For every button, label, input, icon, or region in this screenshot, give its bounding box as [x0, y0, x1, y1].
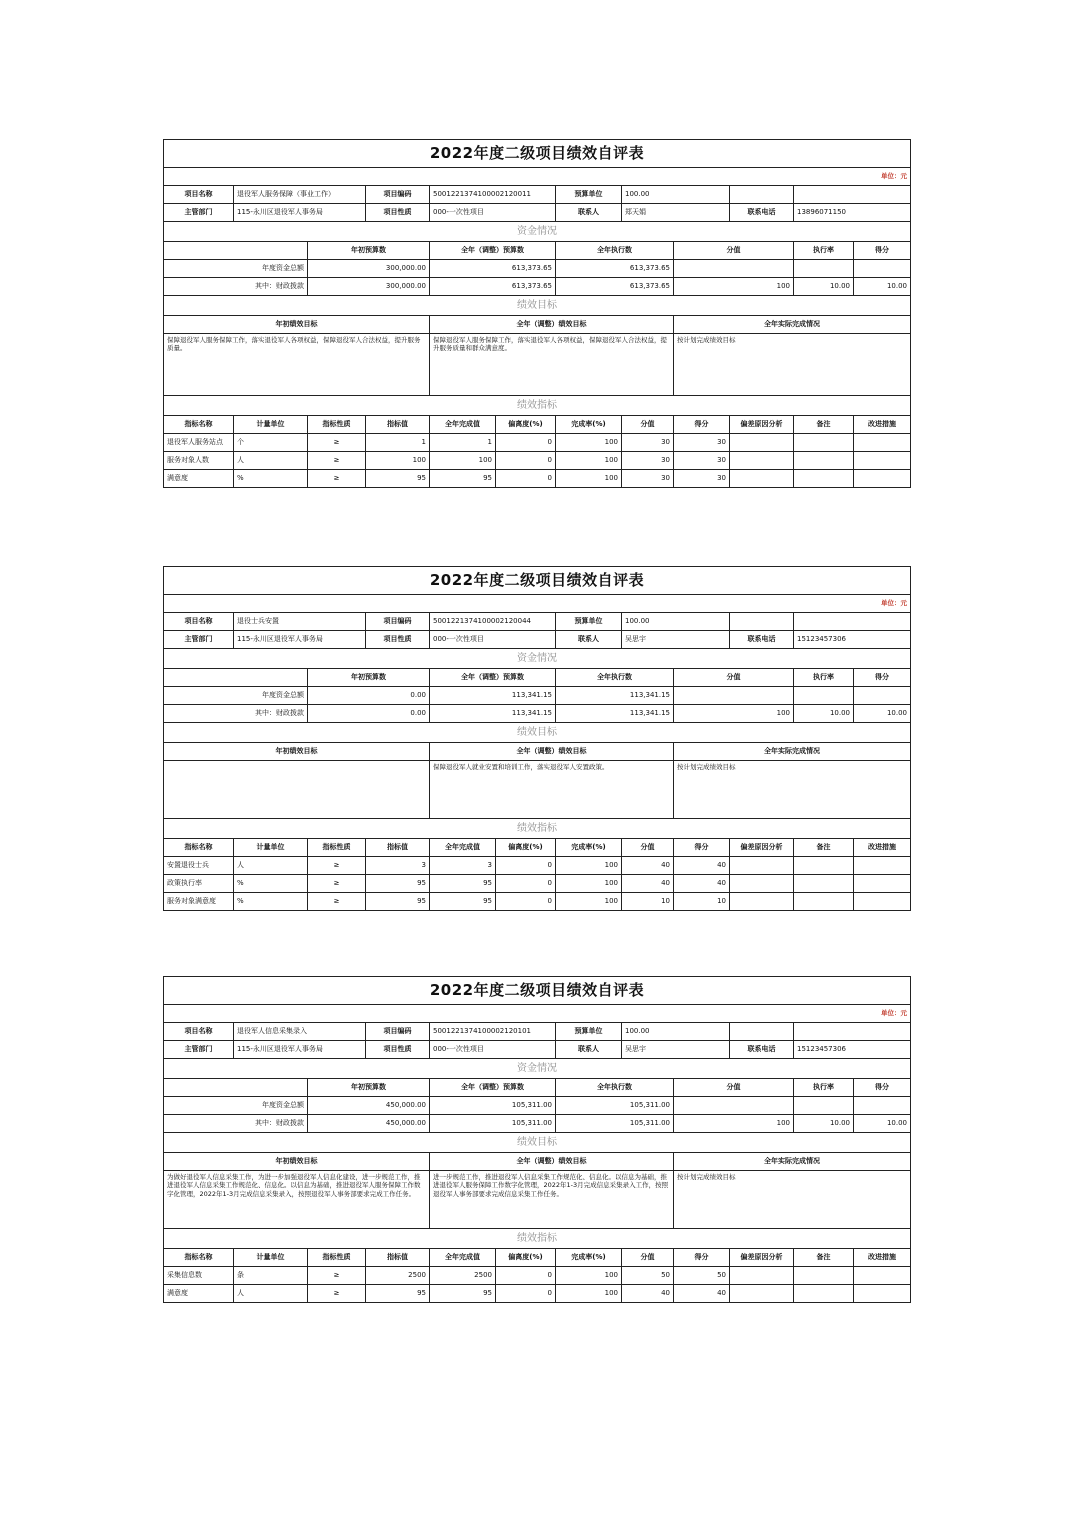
empty-cell — [794, 1023, 911, 1041]
funds-value-cell: 10.00 — [794, 278, 854, 296]
indicator-cell: ≥ — [308, 452, 366, 470]
funds-row-label: 年度资金总额 — [164, 687, 308, 705]
funds-row-label: 其中：财政拨款 — [164, 1115, 308, 1133]
indicator-cell: 10 — [674, 893, 730, 911]
funds-header-cell: 分值 — [674, 1079, 794, 1097]
project-code-label: 项目编码 — [366, 1023, 430, 1041]
indicator-cell: % — [234, 893, 308, 911]
indicator-cell: 100 — [556, 875, 622, 893]
indicator-cell — [794, 1267, 854, 1285]
goals-header-cell: 年初绩效目标 — [164, 743, 430, 761]
nature-label: 项目性质 — [366, 631, 430, 649]
project-code-value: 5001221374100002120011 — [430, 186, 556, 204]
indicator-cell: 人 — [234, 452, 308, 470]
indicator-cell: ≥ — [308, 434, 366, 452]
indicator-cell — [730, 875, 794, 893]
phone-value: 13896071150 — [794, 204, 911, 222]
goals-header-cell: 全年（调整）绩效目标 — [430, 316, 674, 334]
indicator-cell: 0 — [496, 470, 556, 488]
indicator-cell: 100 — [556, 452, 622, 470]
funds-header-cell: 执行率 — [794, 1079, 854, 1097]
funds-header-cell: 全年执行数 — [556, 242, 674, 260]
project-name-label: 项目名称 — [164, 613, 234, 631]
indicator-cell: 40 — [622, 1285, 674, 1303]
indicator-cell: 政策执行率 — [164, 875, 234, 893]
indicator-cell: 条 — [234, 1267, 308, 1285]
indicator-cell — [854, 1267, 911, 1285]
funds-value-cell: 613,373.65 — [556, 260, 674, 278]
indicator-header-cell: 得分 — [674, 1249, 730, 1267]
goals-header-cell: 年初绩效目标 — [164, 316, 430, 334]
table-row — [164, 893, 911, 911]
indicator-cell: 95 — [366, 470, 430, 488]
dept-value: 115-永川区退役军人事务局 — [234, 204, 366, 222]
actual-completion-text: 按计划完成绩效目标 — [674, 1171, 911, 1229]
unit-label: 单位：元 — [164, 168, 911, 186]
funds-value-cell: 300,000.00 — [308, 260, 430, 278]
indicator-cell: 50 — [674, 1267, 730, 1285]
indicator-cell: 3 — [366, 857, 430, 875]
person-label: 联系人 — [556, 204, 622, 222]
indicator-cell: ≥ — [308, 875, 366, 893]
funds-value-cell: 613,373.65 — [556, 278, 674, 296]
funds-value-cell: 105,311.00 — [430, 1097, 556, 1115]
indicator-cell: 服务对象人数 — [164, 452, 234, 470]
funds-header-cell: 年初预算数 — [308, 242, 430, 260]
funds-header-cell: 年初预算数 — [308, 1079, 430, 1097]
indicator-cell: 0 — [496, 452, 556, 470]
actual-completion-text: 按计划完成绩效目标 — [674, 334, 911, 396]
person-value: 吴思宇 — [622, 1041, 730, 1059]
indicator-cell: 0 — [496, 434, 556, 452]
adjusted-goal-text: 保障退役军人服务保障工作，落实退役军人各项权益，保障退役军人合法权益，提升服务质量和群众满意度。 — [430, 334, 674, 396]
table-row — [164, 452, 911, 470]
funds-value-cell: 450,000.00 — [308, 1115, 430, 1133]
indicator-header-cell: 偏差原因分析 — [730, 1249, 794, 1267]
unit-label: 单位：元 — [164, 595, 911, 613]
funds-value-cell: 105,311.00 — [556, 1097, 674, 1115]
indicator-cell: 满意度 — [164, 470, 234, 488]
funds-value-cell: 105,311.00 — [430, 1115, 556, 1133]
table-row — [164, 857, 911, 875]
indicator-cell: 采集信息数 — [164, 1267, 234, 1285]
phone-label: 联系电话 — [730, 204, 794, 222]
indicator-header-cell: 指标性质 — [308, 416, 366, 434]
indicator-cell: 30 — [674, 470, 730, 488]
funds-row-label: 其中：财政拨款 — [164, 705, 308, 723]
project-code-label: 项目编码 — [366, 186, 430, 204]
table-row — [164, 470, 911, 488]
funds-header-cell: 分值 — [674, 242, 794, 260]
initial-goal-text — [164, 761, 430, 819]
funds-value-cell: 613,373.65 — [430, 260, 556, 278]
indicator-cell — [730, 1267, 794, 1285]
funds-value-cell: 10.00 — [854, 278, 911, 296]
table-row — [164, 875, 911, 893]
person-label: 联系人 — [556, 1041, 622, 1059]
project-code-value: 5001221374100002120101 — [430, 1023, 556, 1041]
goals-section-title: 绩效目标 — [164, 296, 911, 316]
actual-completion-text: 按计划完成绩效目标 — [674, 761, 911, 819]
indicator-cell — [794, 893, 854, 911]
unit-label: 单位：元 — [164, 1005, 911, 1023]
indicator-cell — [794, 470, 854, 488]
goals-section-title: 绩效目标 — [164, 1133, 911, 1153]
indicator-cell: 100 — [366, 452, 430, 470]
phone-value: 15123457306 — [794, 631, 911, 649]
indicator-cell: 30 — [622, 470, 674, 488]
indicator-cell: 40 — [674, 857, 730, 875]
indicator-cell: 100 — [556, 1285, 622, 1303]
indicator-header-cell: 备注 — [794, 416, 854, 434]
goals-header-cell: 全年实际完成情况 — [674, 743, 911, 761]
indicator-header-cell: 分值 — [622, 416, 674, 434]
indicator-cell: ≥ — [308, 857, 366, 875]
empty-cell — [164, 669, 308, 687]
indicator-cell: 95 — [366, 1285, 430, 1303]
budget-unit-value: 100.00 — [622, 613, 730, 631]
empty-cell — [794, 186, 911, 204]
dept-label: 主管部门 — [164, 1041, 234, 1059]
indicator-header-cell: 改进措施 — [854, 1249, 911, 1267]
funds-header-cell: 执行率 — [794, 242, 854, 260]
nature-value: 000-一次性项目 — [430, 1041, 556, 1059]
indicator-header-cell: 分值 — [622, 839, 674, 857]
funds-value-cell — [854, 1097, 911, 1115]
project-name-label: 项目名称 — [164, 1023, 234, 1041]
indicator-header-cell: 改进措施 — [854, 839, 911, 857]
indicator-header-cell: 指标名称 — [164, 839, 234, 857]
person-value: 郑天娟 — [622, 204, 730, 222]
funds-value-cell: 113,341.15 — [556, 687, 674, 705]
indicator-header-cell: 备注 — [794, 1249, 854, 1267]
funds-value-cell: 613,373.65 — [430, 278, 556, 296]
indicator-header-cell: 得分 — [674, 416, 730, 434]
funds-header-cell: 执行率 — [794, 669, 854, 687]
indicator-cell: 0 — [496, 893, 556, 911]
indicator-cell: 95 — [430, 875, 496, 893]
nature-label: 项目性质 — [366, 204, 430, 222]
indicator-cell: 人 — [234, 857, 308, 875]
form-table — [163, 139, 911, 488]
indicator-cell — [794, 452, 854, 470]
budget-unit-label: 预算单位 — [556, 613, 622, 631]
person-value: 吴思宇 — [622, 631, 730, 649]
goals-header-cell: 全年（调整）绩效目标 — [430, 743, 674, 761]
indicator-cell: 0 — [496, 1267, 556, 1285]
evaluation-form — [163, 976, 910, 1303]
indicators-section-title: 绩效指标 — [164, 396, 911, 416]
funds-value-cell — [794, 260, 854, 278]
funds-header-cell: 全年（调整）预算数 — [430, 242, 556, 260]
empty-cell — [730, 186, 794, 204]
adjusted-goal-text: 保障退役军人就业安置和培训工作，落实退役军人安置政策。 — [430, 761, 674, 819]
indicator-cell — [854, 893, 911, 911]
indicators-section-title: 绩效指标 — [164, 1229, 911, 1249]
indicator-cell: 30 — [622, 434, 674, 452]
indicator-cell: 2500 — [366, 1267, 430, 1285]
funds-value-cell: 10.00 — [854, 705, 911, 723]
indicator-header-cell: 指标性质 — [308, 839, 366, 857]
indicator-header-cell: 全年完成值 — [430, 839, 496, 857]
indicator-header-cell: 指标性质 — [308, 1249, 366, 1267]
funds-row-label: 年度资金总额 — [164, 1097, 308, 1115]
dept-value: 115-永川区退役军人事务局 — [234, 631, 366, 649]
goals-header-cell: 全年实际完成情况 — [674, 316, 911, 334]
funds-header-cell: 全年（调整）预算数 — [430, 1079, 556, 1097]
indicator-header-cell: 指标值 — [366, 1249, 430, 1267]
funds-value-cell — [674, 1097, 794, 1115]
funds-value-cell: 300,000.00 — [308, 278, 430, 296]
indicator-cell: 1 — [430, 434, 496, 452]
indicator-header-cell: 计量单位 — [234, 839, 308, 857]
indicator-cell: 100 — [556, 893, 622, 911]
indicator-cell: 100 — [430, 452, 496, 470]
indicator-cell: 95 — [430, 1285, 496, 1303]
evaluation-form — [163, 139, 910, 488]
indicator-cell — [730, 452, 794, 470]
nature-value: 000-一次性项目 — [430, 631, 556, 649]
indicator-cell: 40 — [622, 875, 674, 893]
goals-header-cell: 全年（调整）绩效目标 — [430, 1153, 674, 1171]
person-label: 联系人 — [556, 631, 622, 649]
indicator-cell: 100 — [556, 434, 622, 452]
funds-value-cell: 10.00 — [854, 1115, 911, 1133]
indicator-cell: 0 — [496, 1285, 556, 1303]
indicator-cell: 100 — [556, 1267, 622, 1285]
indicator-cell — [794, 857, 854, 875]
funds-value-cell: 100 — [674, 1115, 794, 1133]
indicators-section-title: 绩效指标 — [164, 819, 911, 839]
adjusted-goal-text: 进一步规范工作，推进退役军人信息采集工作规范化、信息化。以信息为基础，推进退役军人服务保障工作数字化管理，2022年1-3月完成信息采集录入工作，按照退役军人事务部要求完成信息采集工作任务。 — [430, 1171, 674, 1229]
funds-value-cell: 100 — [674, 705, 794, 723]
indicator-header-cell: 全年完成值 — [430, 416, 496, 434]
evaluation-form — [163, 566, 910, 911]
form-title: 2022年度二级项目绩效自评表 — [164, 567, 911, 595]
indicator-cell: 95 — [430, 893, 496, 911]
indicator-cell: 3 — [430, 857, 496, 875]
indicator-cell: 100 — [556, 857, 622, 875]
indicator-cell: ≥ — [308, 893, 366, 911]
indicator-cell: 个 — [234, 434, 308, 452]
table-row — [164, 1285, 911, 1303]
project-name-value: 退役军人服务保障（事业工作） — [234, 186, 366, 204]
indicator-cell: 安置退役士兵 — [164, 857, 234, 875]
indicator-cell: 50 — [622, 1267, 674, 1285]
form-title: 2022年度二级项目绩效自评表 — [164, 977, 911, 1005]
indicator-cell — [794, 434, 854, 452]
funds-value-cell: 10.00 — [794, 1115, 854, 1133]
empty-cell — [730, 613, 794, 631]
indicator-cell: ≥ — [308, 470, 366, 488]
indicator-header-cell: 偏差原因分析 — [730, 839, 794, 857]
funds-value-cell: 0.00 — [308, 687, 430, 705]
indicator-cell: 退役军人服务站点 — [164, 434, 234, 452]
indicator-cell: 0 — [496, 875, 556, 893]
indicator-header-cell: 指标值 — [366, 416, 430, 434]
indicator-header-cell: 改进措施 — [854, 416, 911, 434]
phone-value: 15123457306 — [794, 1041, 911, 1059]
budget-unit-label: 预算单位 — [556, 186, 622, 204]
indicator-cell — [854, 1285, 911, 1303]
indicator-cell — [730, 1285, 794, 1303]
project-name-label: 项目名称 — [164, 186, 234, 204]
funds-value-cell: 0.00 — [308, 705, 430, 723]
indicator-header-cell: 完成率(%) — [556, 416, 622, 434]
funds-value-cell — [674, 260, 794, 278]
empty-cell — [794, 613, 911, 631]
funds-value-cell — [794, 1097, 854, 1115]
indicator-header-cell: 分值 — [622, 1249, 674, 1267]
indicator-cell: % — [234, 470, 308, 488]
empty-cell — [164, 1079, 308, 1097]
dept-label: 主管部门 — [164, 631, 234, 649]
indicator-cell — [730, 470, 794, 488]
indicator-cell: 满意度 — [164, 1285, 234, 1303]
indicator-cell — [794, 875, 854, 893]
initial-goal-text: 保障退役军人服务保障工作，落实退役军人各项权益，保障退役军人合法权益，提升服务质量。 — [164, 334, 430, 396]
funds-section-title: 资金情况 — [164, 649, 911, 669]
indicator-header-cell: 指标名称 — [164, 1249, 234, 1267]
indicator-cell — [794, 1285, 854, 1303]
funds-section-title: 资金情况 — [164, 1059, 911, 1079]
nature-value: 000-一次性项目 — [430, 204, 556, 222]
indicator-header-cell: 计量单位 — [234, 1249, 308, 1267]
dept-label: 主管部门 — [164, 204, 234, 222]
indicator-cell: 30 — [674, 434, 730, 452]
funds-section-title: 资金情况 — [164, 222, 911, 242]
funds-header-cell: 得分 — [854, 1079, 911, 1097]
indicator-header-cell: 偏离度(%) — [496, 1249, 556, 1267]
budget-unit-value: 100.00 — [622, 186, 730, 204]
indicator-cell: 100 — [556, 470, 622, 488]
indicator-cell: 30 — [674, 452, 730, 470]
funds-value-cell: 450,000.00 — [308, 1097, 430, 1115]
goals-header-cell: 年初绩效目标 — [164, 1153, 430, 1171]
funds-row-label: 年度资金总额 — [164, 260, 308, 278]
indicator-cell: 服务对象满意度 — [164, 893, 234, 911]
form-table — [163, 976, 911, 1303]
funds-value-cell: 113,341.15 — [556, 705, 674, 723]
form-title: 2022年度二级项目绩效自评表 — [164, 140, 911, 168]
indicator-cell: 40 — [674, 1285, 730, 1303]
indicator-cell: 95 — [430, 470, 496, 488]
indicator-header-cell: 完成率(%) — [556, 839, 622, 857]
indicator-header-cell: 偏差原因分析 — [730, 416, 794, 434]
indicator-cell: 95 — [366, 893, 430, 911]
empty-cell — [730, 1023, 794, 1041]
indicator-cell: 10 — [622, 893, 674, 911]
funds-value-cell — [674, 687, 794, 705]
funds-header-cell: 年初预算数 — [308, 669, 430, 687]
indicator-cell: 1 — [366, 434, 430, 452]
project-name-value: 退役军人信息采集录入 — [234, 1023, 366, 1041]
project-code-value: 5001221374100002120044 — [430, 613, 556, 631]
dept-value: 115-永川区退役军人事务局 — [234, 1041, 366, 1059]
project-name-value: 退役士兵安置 — [234, 613, 366, 631]
indicator-cell: % — [234, 875, 308, 893]
funds-header-cell: 得分 — [854, 242, 911, 260]
empty-cell — [164, 242, 308, 260]
indicator-cell — [854, 857, 911, 875]
budget-unit-value: 100.00 — [622, 1023, 730, 1041]
indicator-cell: 95 — [366, 875, 430, 893]
indicator-cell: 30 — [622, 452, 674, 470]
funds-value-cell: 100 — [674, 278, 794, 296]
phone-label: 联系电话 — [730, 631, 794, 649]
funds-value-cell — [794, 687, 854, 705]
funds-row-label: 其中：财政拨款 — [164, 278, 308, 296]
budget-unit-label: 预算单位 — [556, 1023, 622, 1041]
initial-goal-text: 为做好退役军人信息采集工作，为进一步加强退役军人信息化建设，进一步规范工作，推进退役军人信息采集工作规范化、信息化。以信息为基础，推进退役军人服务保障工作数字化管理，2022年1-3月完成信息采集录入，按照退役军人事务部要求完成工作任务。 — [164, 1171, 430, 1229]
funds-value-cell: 10.00 — [794, 705, 854, 723]
indicator-header-cell: 计量单位 — [234, 416, 308, 434]
indicator-header-cell: 得分 — [674, 839, 730, 857]
indicator-header-cell: 指标名称 — [164, 416, 234, 434]
funds-value-cell — [854, 260, 911, 278]
form-table — [163, 566, 911, 911]
nature-label: 项目性质 — [366, 1041, 430, 1059]
indicator-cell: 40 — [674, 875, 730, 893]
table-row — [164, 1267, 911, 1285]
indicator-cell — [854, 875, 911, 893]
indicator-cell — [730, 434, 794, 452]
indicator-cell — [730, 857, 794, 875]
funds-header-cell: 全年执行数 — [556, 1079, 674, 1097]
funds-value-cell: 105,311.00 — [556, 1115, 674, 1133]
funds-value-cell: 113,341.15 — [430, 705, 556, 723]
funds-header-cell: 全年（调整）预算数 — [430, 669, 556, 687]
indicator-header-cell: 备注 — [794, 839, 854, 857]
indicator-cell: 2500 — [430, 1267, 496, 1285]
goals-section-title: 绩效目标 — [164, 723, 911, 743]
indicator-cell: ≥ — [308, 1267, 366, 1285]
indicator-header-cell: 指标值 — [366, 839, 430, 857]
indicator-cell: 人 — [234, 1285, 308, 1303]
funds-header-cell: 得分 — [854, 669, 911, 687]
table-row — [164, 434, 911, 452]
indicator-cell — [854, 452, 911, 470]
indicator-cell: 40 — [622, 857, 674, 875]
funds-value-cell: 113,341.15 — [430, 687, 556, 705]
funds-value-cell — [854, 687, 911, 705]
indicator-header-cell: 偏离度(%) — [496, 839, 556, 857]
indicator-header-cell: 全年完成值 — [430, 1249, 496, 1267]
indicator-cell — [730, 893, 794, 911]
indicator-header-cell: 偏离度(%) — [496, 416, 556, 434]
phone-label: 联系电话 — [730, 1041, 794, 1059]
indicator-cell — [854, 470, 911, 488]
goals-header-cell: 全年实际完成情况 — [674, 1153, 911, 1171]
indicator-header-cell: 完成率(%) — [556, 1249, 622, 1267]
indicator-cell — [854, 434, 911, 452]
funds-header-cell: 分值 — [674, 669, 794, 687]
funds-header-cell: 全年执行数 — [556, 669, 674, 687]
indicator-cell: ≥ — [308, 1285, 366, 1303]
project-code-label: 项目编码 — [366, 613, 430, 631]
indicator-cell: 0 — [496, 857, 556, 875]
